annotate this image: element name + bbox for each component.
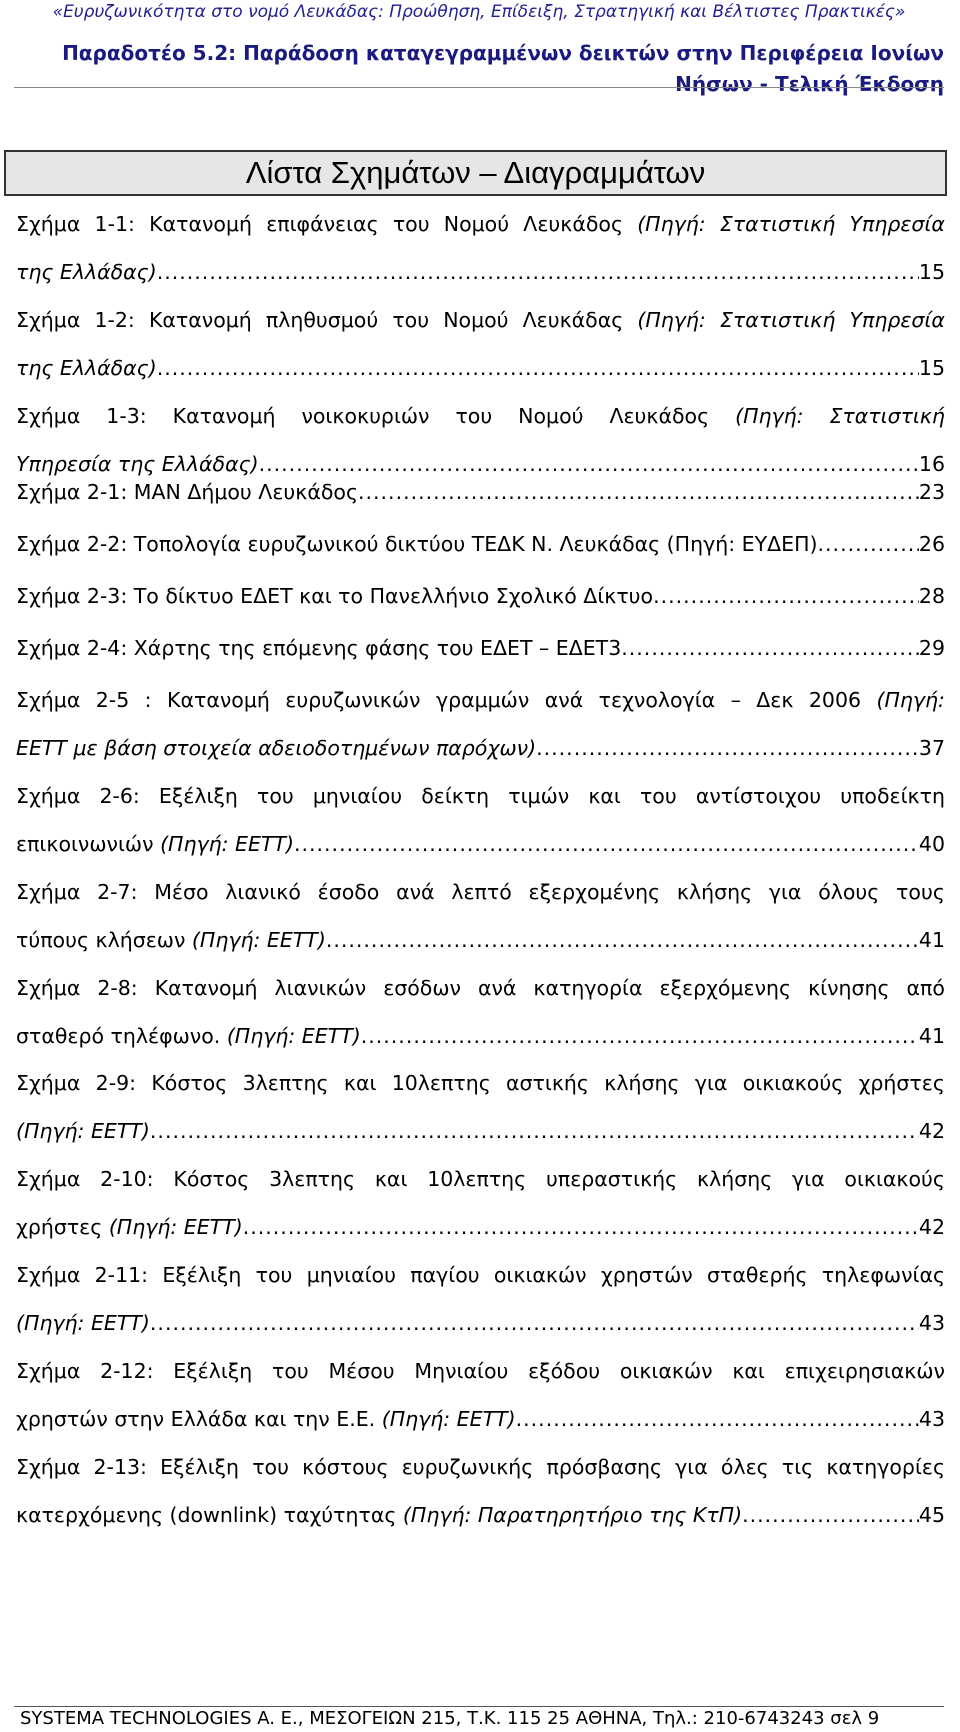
toc-entry[interactable]	[16, 1347, 945, 1443]
toc-entry-word: οικιακών	[619, 1359, 713, 1383]
toc-entry-text-plain: κατερχόμενης (downlink) ταχύτητας	[16, 1503, 403, 1527]
document-title	[44, 38, 944, 100]
toc-entry-line1	[16, 200, 945, 248]
toc-entry-word: :	[144, 688, 152, 712]
toc-entry-word: Κατανομή	[167, 688, 270, 712]
toc-leader-dots	[294, 820, 919, 868]
toc-entry-line1	[16, 1443, 945, 1491]
page-footer: SYSTEMA TECHNOLOGIES A. E., ΜΕΣΟΓΕΙΩΝ 215, Τ.Κ. 115 25 ΑΘΗΝΑ, Τηλ.: 210-6743243 σελ 9	[20, 1708, 880, 1729]
toc-entry[interactable]	[16, 1443, 945, 1539]
toc-entry-word: Μέσο	[154, 880, 209, 904]
toc-entry-word: παγίου	[410, 1263, 480, 1287]
toc-entry-word: Σχήμα	[16, 784, 81, 808]
toc-entry-last-line	[16, 1395, 945, 1443]
toc-entry-word: εξερχόμενης	[659, 976, 792, 1000]
toc-entry-word: και	[588, 784, 621, 808]
toc-leader-dots	[742, 1491, 919, 1539]
toc-entry-word: του	[392, 212, 430, 236]
toc-entry-word: Κατανομή	[154, 976, 258, 1000]
toc-entry-word: Σχήμα	[16, 212, 81, 236]
toc-entry-text-plain: χρήστες	[16, 1215, 109, 1239]
toc-entry-word: κλήσης	[676, 880, 753, 904]
toc-entry-word: κλήσης	[604, 1071, 680, 1095]
toc-entry-line1	[16, 868, 945, 916]
toc-entry-line1	[16, 1155, 945, 1203]
toc-entry-last-line	[16, 344, 945, 392]
toc-entry-last-line	[16, 572, 945, 620]
toc-entry-word: επιφάνειας	[266, 212, 379, 236]
toc-leader-dots	[536, 724, 919, 772]
toc-entry-source: (Πηγή: ΕΕΤΤ)	[108, 1215, 243, 1239]
toc-entry-text: Σχήμα 2-1: MAN Δήμου Λευκάδος	[16, 480, 358, 504]
toc-entry-line1	[16, 392, 945, 440]
toc-entry-last-line	[16, 1299, 945, 1347]
toc-entry-word: Κατανομή	[172, 404, 276, 428]
toc-entry-word: Κατανομή	[148, 308, 252, 332]
toc-entry-word: του	[255, 1263, 293, 1287]
toc-entry-word: και	[343, 1071, 377, 1095]
toc-entry-last-line	[16, 624, 945, 672]
document-title-line2: Νήσων - Τελική Έκδοση	[675, 72, 944, 96]
toc-entry-word: Εξέλιξη	[160, 1455, 240, 1479]
toc-entry-word: 2-10:	[100, 1167, 154, 1191]
toc-entry-text-plain: σταθερό τηλέφωνο.	[16, 1024, 227, 1048]
toc-entry[interactable]	[16, 868, 945, 964]
toc-entry-word: 3λεπτης	[269, 1167, 356, 1191]
toc-entry-word: τις	[781, 1455, 814, 1479]
toc-entry-word: λιανικό	[225, 880, 301, 904]
toc-entry[interactable]	[16, 676, 945, 772]
toc-leader-dots	[157, 248, 919, 296]
toc-entry-word: για	[792, 1167, 825, 1191]
toc-entry-text-plain: επικοινωνιών	[16, 832, 161, 856]
toc-entry-source: (Πηγή: ΕΕΤΤ)	[191, 928, 326, 952]
toc-entry-text	[16, 820, 294, 868]
toc-entry-word: του	[252, 1455, 289, 1479]
toc-entry-word: Υπηρεσία	[849, 212, 945, 236]
toc-page-number: 40	[918, 832, 945, 856]
toc-entry-text: ΕΕΤΤ με βάση στοιχεία αδειοδοτημένων παρόχων)	[16, 736, 537, 760]
toc-entry-source: (Πηγή: Παρατηρητήριο της ΚτΠ)	[402, 1503, 743, 1527]
toc-entry-word: για	[675, 1455, 708, 1479]
toc-entry-word: του	[392, 308, 430, 332]
toc-heading-box	[4, 150, 947, 196]
toc-entry-word: δείκτη	[421, 784, 490, 808]
toc-entry-word: 1-1:	[94, 212, 135, 236]
toc-entry-word: Σχήμα	[16, 308, 81, 332]
toc-entry-word: Στατιστική	[829, 404, 945, 428]
toc-entry-word: Νομού	[443, 308, 509, 332]
toc-entry-line1	[16, 964, 945, 1012]
toc-entry-word: 2006	[808, 688, 862, 712]
toc-entry-word: τους	[896, 880, 945, 904]
toc-entry-word: 2-9:	[95, 1071, 137, 1095]
document-subtitle: «Ευρυζωνικότητα στο νομό Λευκάδας: Προώθηση, Επίδειξη, Στρατηγική και Βέλτιστες Πρακτικές»	[52, 2, 906, 22]
toc-entry-word: ανά	[477, 976, 517, 1000]
header-divider	[14, 87, 944, 88]
toc-entry[interactable]	[16, 200, 945, 296]
toc-entry-word: Λευκάδος	[523, 212, 623, 236]
toc-entry-word: ανά	[396, 880, 435, 904]
toc-entry-word: 2-11:	[94, 1263, 149, 1287]
toc-entry-word: Κόστος	[173, 1167, 250, 1191]
toc-page-number: 42	[918, 1215, 945, 1239]
toc-entry-word: Σχήμα	[16, 976, 81, 1000]
toc-entry-word: Σχήμα	[16, 1071, 81, 1095]
toc-entry-text: Σχήμα 2-3: Το δίκτυο ΕΔΕΤ και το Πανελλήνιο Σχολικό Δίκτυο	[16, 584, 654, 608]
toc-entry-last-line	[16, 916, 945, 964]
toc-entry-word: λεπτό	[451, 880, 512, 904]
toc-entry[interactable]	[16, 624, 945, 672]
toc-entry-word: 1-2:	[94, 308, 135, 332]
toc-page-number: 23	[918, 480, 945, 504]
toc-entry[interactable]	[16, 964, 945, 1060]
toc-entry-word: υποδείκτη	[840, 784, 945, 808]
toc-entry-word: επιχειρησιακών	[784, 1359, 945, 1383]
toc-entry-word: οικιακών	[493, 1263, 587, 1287]
toc-entry-word: του	[639, 784, 677, 808]
toc-entry-last-line	[16, 1012, 945, 1060]
toc-entry-word: για	[694, 1071, 728, 1095]
toc-entry-word: Σχήμα	[16, 1359, 81, 1383]
toc-page-number: 43	[918, 1407, 945, 1431]
toc-entry-last-line	[16, 1107, 945, 1155]
toc-entry-word: κατηγορίες	[826, 1455, 945, 1479]
toc-entry-word: 2-5	[95, 688, 130, 712]
toc-entry-word: Σχήμα	[16, 880, 81, 904]
toc-entry-last-line	[16, 468, 945, 516]
toc-entry-text-plain: χρηστών στην Ελλάδα και την Ε.Ε.	[16, 1407, 382, 1431]
footer-divider	[14, 1706, 944, 1707]
toc-entry-text	[16, 1012, 361, 1060]
toc-entry-word: κλήσης	[697, 1167, 773, 1191]
toc-entry-last-line	[16, 248, 945, 296]
toc-entry-word: Λευκάδας	[522, 308, 624, 332]
toc-entry-word: αστικής	[506, 1071, 589, 1095]
document-title-line1: Παραδοτέο 5.2: Παράδοση καταγεγραμμένων δεικτών στην Περιφέρεια Ιονίων	[62, 41, 944, 65]
toc-entry-word: Σχήμα	[16, 1263, 81, 1287]
toc-entry-line1	[16, 772, 945, 820]
toc-entry[interactable]	[16, 772, 945, 868]
toc-entry-word: (Πηγή:	[637, 308, 706, 332]
toc-entry-text	[16, 916, 326, 964]
toc-entry-word: όλες	[720, 1455, 769, 1479]
toc-page-number: 42	[918, 1119, 945, 1143]
toc-entry-word: χρήστες	[858, 1071, 945, 1095]
toc-entry-source: (Πηγή: ΕΕΤΤ)	[160, 832, 294, 856]
toc-entry-word: αντίστοιχου	[695, 784, 822, 808]
toc-entry-word: Κόστος	[151, 1071, 228, 1095]
toc-entry[interactable]	[16, 296, 945, 392]
toc-entry-word: Στατιστική	[719, 212, 836, 236]
toc-entry-text: Σχήμα 2-2: Τοπολογία ευρυζωνικού δικτύου ΤΕΔΚ Ν. Λευκάδας (Πηγή: ΕΥΔΕΠ)	[16, 532, 818, 556]
toc-entry-word: τηλεφωνίας	[821, 1263, 945, 1287]
toc-leader-dots	[361, 1012, 919, 1060]
toc-entry-word: Στατιστική	[719, 308, 836, 332]
toc-entry-text: (Πηγή: ΕΕΤΤ)	[16, 1311, 150, 1335]
toc-entry-word: (Πηγή:	[637, 212, 706, 236]
toc-leader-dots	[150, 1299, 919, 1347]
toc-page-number: 41	[918, 928, 945, 952]
toc-entry-text	[16, 1203, 243, 1251]
toc-entry-word: όλους	[818, 880, 880, 904]
toc-entry-word: για	[768, 880, 802, 904]
toc-entry-word: Σχήμα	[16, 1167, 81, 1191]
toc-entry-word: από	[906, 976, 945, 1000]
toc-entry-word: του	[256, 784, 294, 808]
toc-entry-word: του	[272, 1359, 309, 1383]
toc-entry-text: της Ελλάδας)	[16, 260, 157, 284]
toc-entry-word: και	[732, 1359, 765, 1383]
toc-entry-word: κόστους	[302, 1455, 389, 1479]
toc-entry-line1	[16, 676, 945, 724]
toc-entry-source: (Πηγή: ΕΕΤΤ)	[381, 1407, 516, 1431]
toc-entry-word: σταθερής	[707, 1263, 808, 1287]
toc-entry-word: Σχήμα	[16, 688, 81, 712]
toc-entry-word: Νομού	[443, 212, 510, 236]
toc-entry-word: μηνιαίου	[312, 784, 403, 808]
toc-entry-last-line	[16, 520, 945, 568]
toc-entry-word: έσοδο	[317, 880, 380, 904]
toc-entry-word: τεχνολογία	[598, 688, 716, 712]
toc-entry-last-line	[16, 820, 945, 868]
toc-entry-word: (Πηγή:	[735, 404, 804, 428]
toc-entry-text	[16, 1395, 516, 1443]
toc-entry-word: 2-6:	[99, 784, 140, 808]
toc-page-number: 29	[918, 636, 945, 660]
toc-entry-word: εξερχομένης	[528, 880, 661, 904]
toc-entry-word: μηνιαίου	[306, 1263, 396, 1287]
toc-page-number: 16	[918, 452, 945, 476]
toc-leader-dots	[243, 1203, 919, 1251]
toc-entry-word: –	[730, 688, 741, 712]
toc-entry-word: Σχήμα	[16, 404, 81, 428]
toc-leader-dots	[157, 344, 919, 392]
toc-entry-word: οικιακούς	[742, 1071, 844, 1095]
toc-page-number: 28	[918, 584, 945, 608]
toc-entry-text: Σχήμα 2-4: Χάρτης της επόμενης φάσης του ΕΔΕΤ – ΕΔΕΤ3	[16, 636, 622, 660]
toc-entry-word: Δεκ	[756, 688, 794, 712]
toc-leader-dots	[326, 916, 919, 964]
toc-entry-word: εξόδου	[528, 1359, 601, 1383]
toc-leader-dots	[653, 572, 919, 620]
toc-entry[interactable]	[16, 1155, 945, 1251]
toc-entry-word: τιμών	[508, 784, 570, 808]
toc-leader-dots	[516, 1395, 919, 1443]
toc-entry-word: ευρυζωνικής	[401, 1455, 534, 1479]
toc-entry-word: 2-12:	[100, 1359, 154, 1383]
toc-entry-word: γραμμών	[435, 688, 530, 712]
toc-entry-word: Μέσου	[328, 1359, 395, 1383]
toc-entry-word: (Πηγή:	[876, 688, 945, 712]
toc-entry-word: οικιακούς	[844, 1167, 945, 1191]
toc-entry-word: 10λεπτης	[427, 1167, 527, 1191]
toc-entry-line1	[16, 296, 945, 344]
toc-entry[interactable]	[16, 572, 945, 620]
toc-entry-word: και	[374, 1167, 408, 1191]
toc-entry-word: 1-3:	[106, 404, 147, 428]
toc-entry-word: 3λεπτης	[242, 1071, 329, 1095]
toc-page-number: 15	[918, 356, 945, 380]
toc-entry-word: Εξέλιξη	[162, 1263, 242, 1287]
toc-page-number: 43	[918, 1311, 945, 1335]
toc-entry[interactable]	[16, 1059, 945, 1155]
toc-entry-text: (Πηγή: ΕΕΤΤ)	[16, 1119, 150, 1143]
toc-entry-word: υπεραστικής	[546, 1167, 678, 1191]
toc-entry[interactable]	[16, 520, 945, 568]
toc-entry-word: Σχήμα	[16, 1455, 81, 1479]
toc-entry-word: ανά	[544, 688, 584, 712]
toc-leader-dots	[621, 624, 919, 672]
toc-entry-text-plain: τύπους κλήσεων	[16, 928, 192, 952]
toc-heading: Λίστα Σχημάτων – Διαγραμμάτων	[245, 155, 706, 190]
toc-entry-word: Νομού	[518, 404, 584, 428]
toc-page-number: 15	[918, 260, 945, 284]
toc-entry-word: κίνησης	[808, 976, 890, 1000]
toc-entry-line1	[16, 1347, 945, 1395]
toc-entry-word: κατηγορία	[533, 976, 643, 1000]
toc-entry-text: Υπηρεσία της Ελλάδας)	[16, 452, 259, 476]
toc-entry-last-line	[16, 1203, 945, 1251]
toc-entry-word: του	[455, 404, 493, 428]
toc-entry-last-line	[16, 1491, 945, 1539]
toc-entry-word: 2-7:	[97, 880, 138, 904]
toc-entry-word: εσόδων	[383, 976, 461, 1000]
toc-entry-word: Εξέλιξη	[173, 1359, 253, 1383]
toc-entry-text: της Ελλάδας)	[16, 356, 157, 380]
toc-entry-word: Λευκάδος	[609, 404, 710, 428]
toc-entry-word: λιανικών	[274, 976, 367, 1000]
toc-entry-word: πρόσβασης	[546, 1455, 662, 1479]
toc-entry-last-line	[16, 724, 945, 772]
toc-entry-word: 2-13:	[93, 1455, 147, 1479]
toc-entry-text	[16, 1491, 742, 1539]
toc-entry[interactable]	[16, 468, 945, 516]
toc-entry-word: Μηνιαίου	[414, 1359, 509, 1383]
toc-entry-word: Υπηρεσία	[849, 308, 945, 332]
toc-entry-line1	[16, 1251, 945, 1299]
toc-page-number: 26	[918, 532, 945, 556]
toc-entry-word: πληθυσμού	[265, 308, 379, 332]
toc-entry-word: 10λεπτης	[391, 1071, 491, 1095]
toc-entry-line1	[16, 1059, 945, 1107]
toc-entry-source: (Πηγή: ΕΕΤΤ)	[226, 1024, 361, 1048]
toc-leader-dots	[358, 468, 919, 516]
toc-entry-word: 2-8:	[97, 976, 138, 1000]
toc-leader-dots	[150, 1107, 919, 1155]
toc-entry-word: νοικοκυριών	[301, 404, 430, 428]
toc-leader-dots	[818, 520, 919, 568]
toc-entry[interactable]	[16, 1251, 945, 1347]
toc-entry-word: Κατανομή	[149, 212, 252, 236]
toc-page-number: 45	[918, 1503, 945, 1527]
toc-entry-word: ευρυζωνικών	[285, 688, 421, 712]
toc-page-number: 37	[918, 736, 945, 760]
toc-page-number: 41	[918, 1024, 945, 1048]
toc-entry-word: χρηστών	[600, 1263, 693, 1287]
toc-entry-word: Εξέλιξη	[158, 784, 238, 808]
